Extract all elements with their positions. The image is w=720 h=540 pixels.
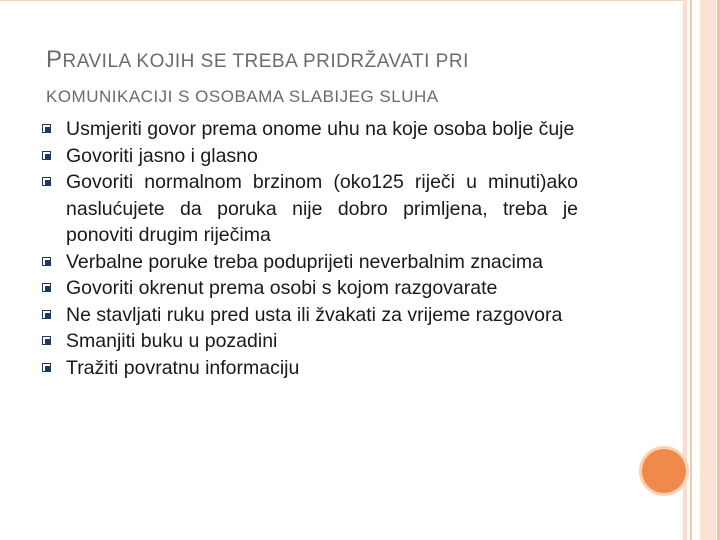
frame-top-line [0, 0, 683, 1]
list-item-text: Govoriti okrenut prema osobi s kojom razgovarate [66, 277, 498, 299]
square-bullet-icon [42, 336, 51, 345]
list-item-text: Smanjiti buku u pozadini [66, 330, 278, 352]
list-item-text: Govoriti jasno i glasno [66, 144, 258, 167]
square-bullet-icon [42, 283, 51, 292]
list-item-text: Ne stavljati ruku pred usta ili žvakati za vrijeme razgovora [66, 303, 563, 326]
list-item [42, 249, 578, 276]
slide-title [46, 44, 666, 112]
orange-circle-icon [642, 449, 686, 493]
decorative-stripe [683, 0, 687, 540]
decorative-stripe [700, 0, 716, 540]
title-line-2: KOMUNIKACIJI S OSOBAMA SLABIJEG SLUHA [46, 87, 439, 106]
square-bullet-icon [42, 124, 51, 133]
list-item [42, 116, 578, 143]
list-item [42, 355, 578, 382]
square-bullet-icon [42, 363, 51, 372]
title-line-1 [46, 44, 666, 78]
list-item-text: Govoriti normalnom brzinom (oko125 riječi u minuti)ako naslućujete da poruka nije dobro primljena, treba je ponoviti drugim riječima [66, 171, 578, 246]
square-bullet-icon [42, 151, 51, 160]
list-item [42, 275, 578, 302]
title-initial: P [46, 46, 63, 73]
list-item [42, 302, 578, 329]
square-bullet-icon [42, 310, 51, 319]
list-item-text: Verbalne poruke treba poduprijeti neverbalnim znacima [66, 250, 543, 273]
bullet-list [42, 116, 578, 381]
title-line-1-text: RAVILA KOJIH SE TREBA PRIDRŽAVATI PRI [62, 51, 469, 72]
decorative-stripe [690, 0, 692, 540]
list-item [42, 169, 578, 249]
list-item [42, 328, 578, 355]
list-item-text: Usmjeriti govor prema onome uhu na koje osoba bolje čuje [66, 118, 575, 140]
list-item [42, 143, 578, 170]
list-item-text: Tražiti povratnu informaciju [66, 356, 300, 379]
square-bullet-icon [42, 177, 51, 186]
square-bullet-icon [42, 257, 51, 266]
